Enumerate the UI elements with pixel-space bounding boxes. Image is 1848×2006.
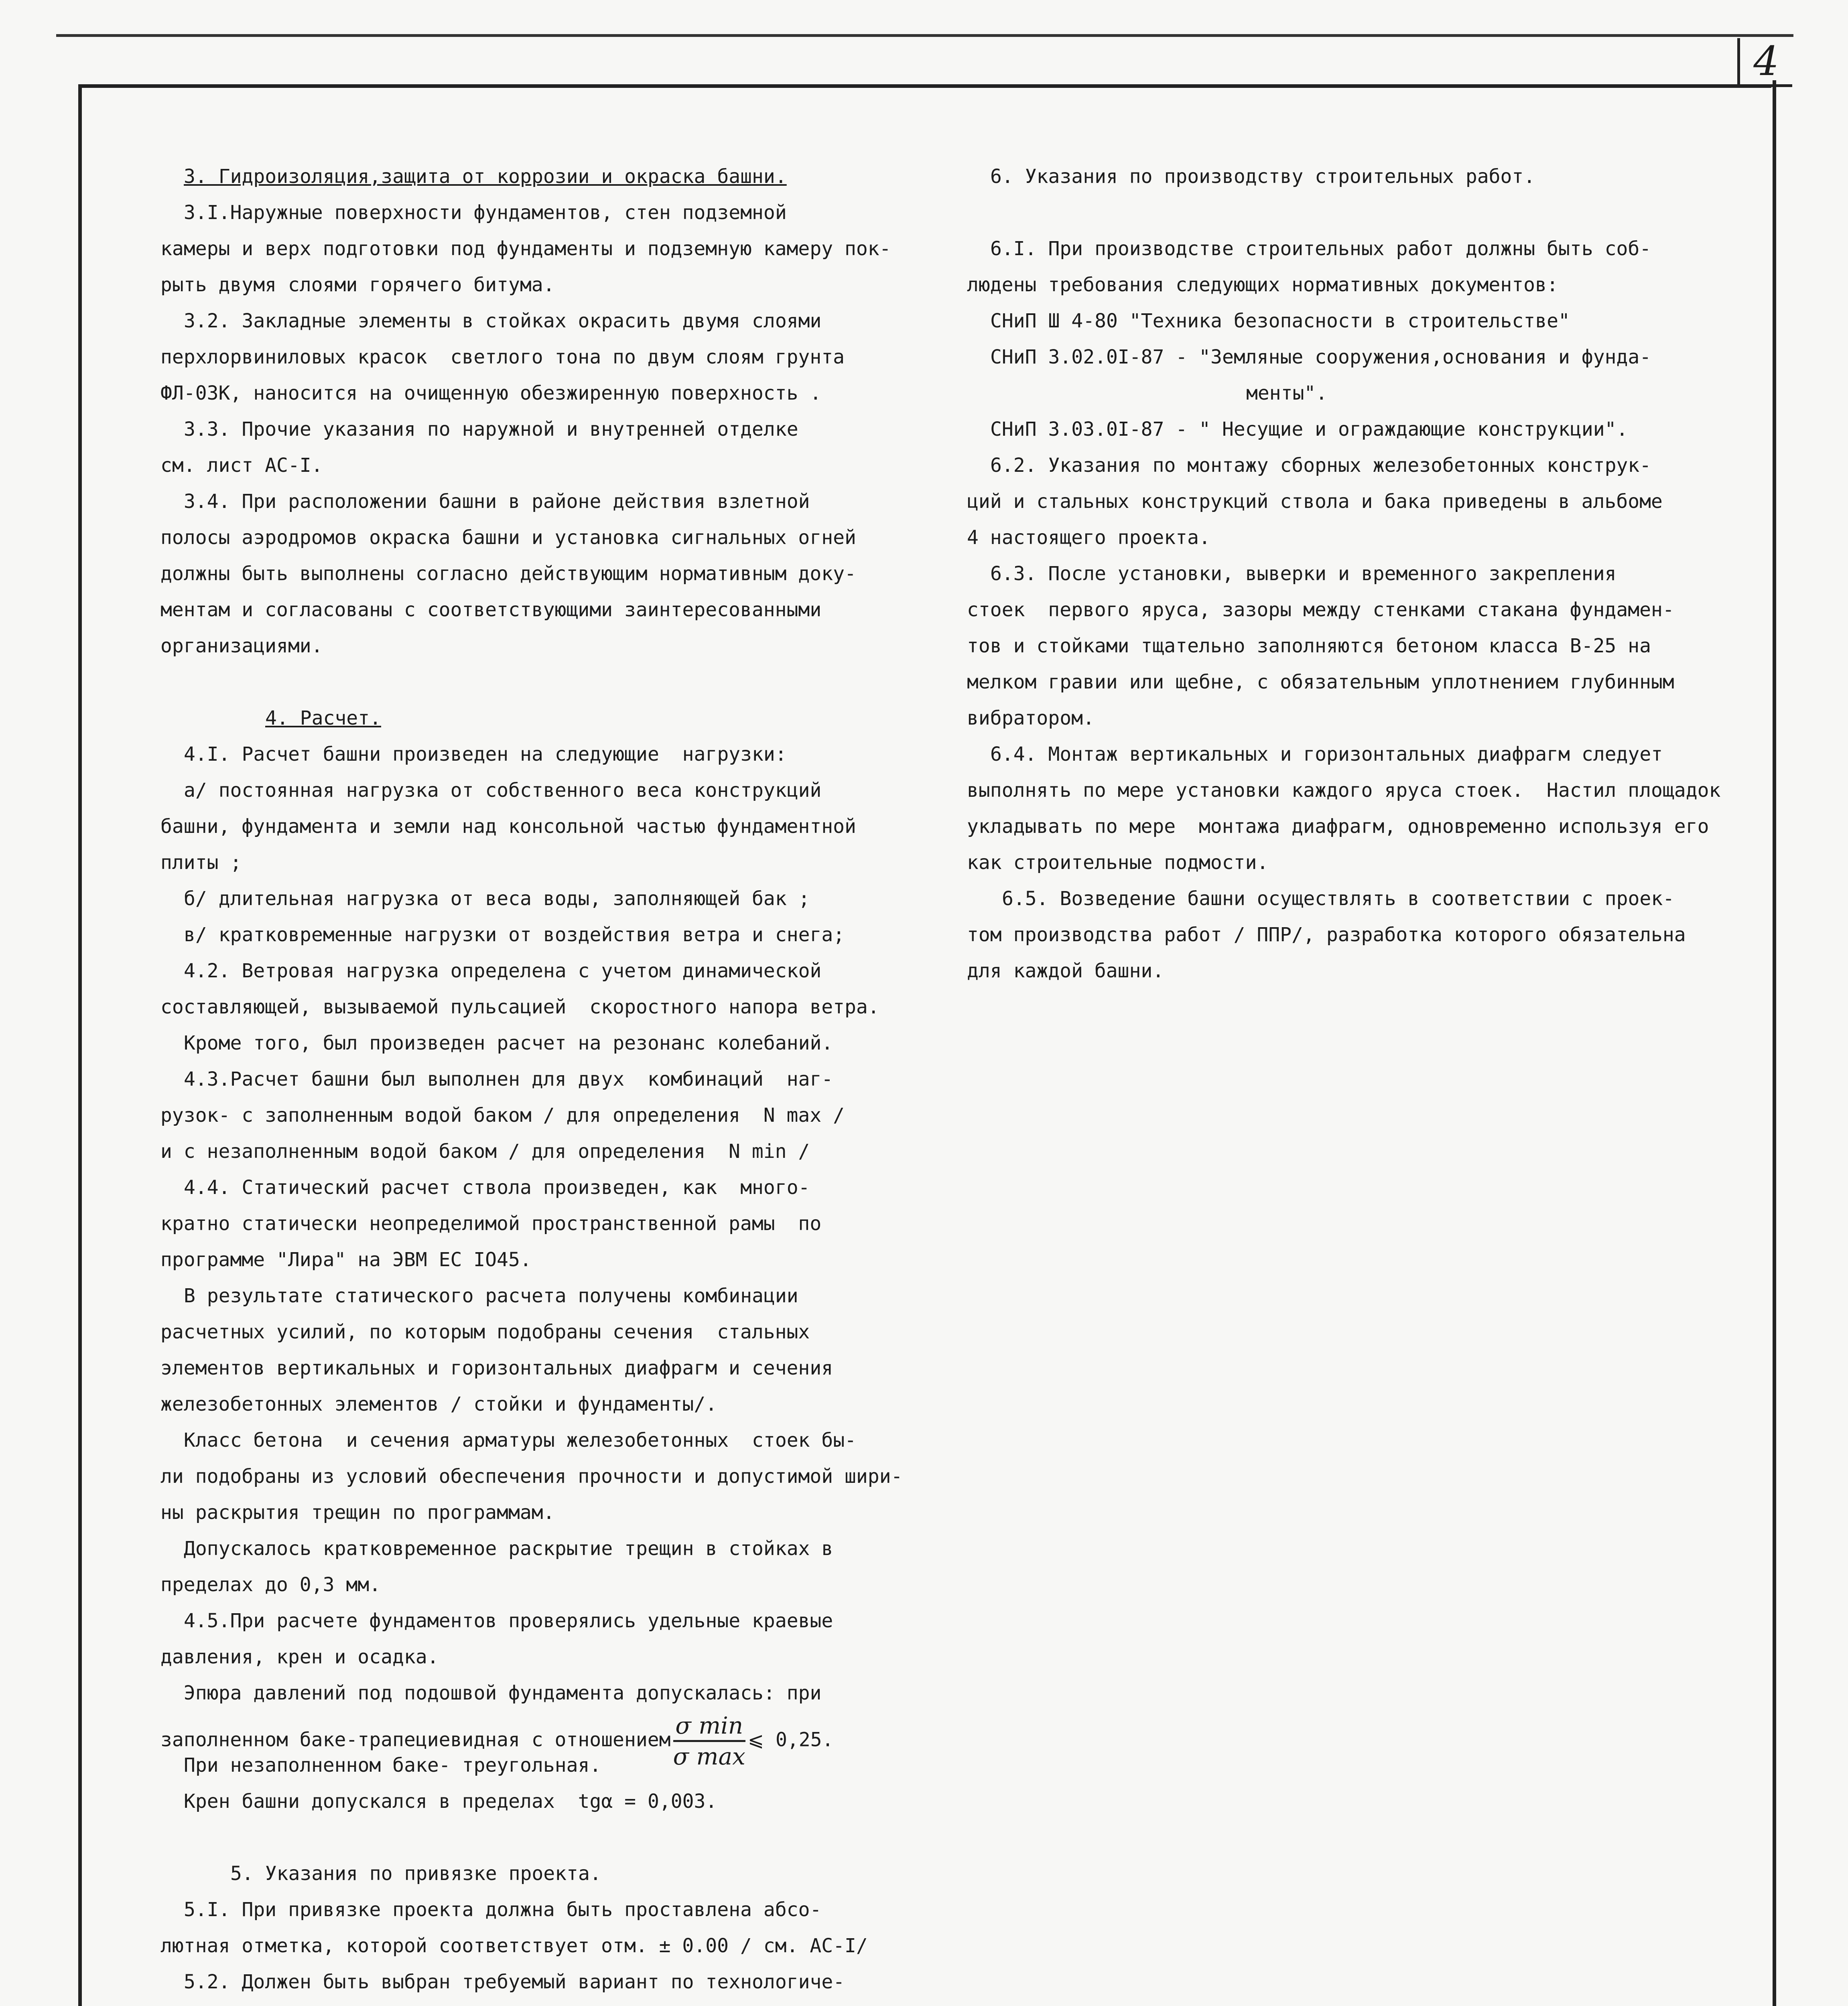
text-line <box>160 1856 923 1892</box>
text-line <box>160 772 923 808</box>
fraction-denominator: σ max <box>673 1743 745 1770</box>
text-line-content: 4.5.При расчете фундаментов проверялись удельные краевые <box>184 1610 833 1632</box>
text-line <box>967 881 1729 917</box>
text-line-content: должны быть выполнены согласно действующим нормативным доку- <box>160 562 856 585</box>
text-line <box>160 1783 923 1819</box>
text-line-content: укладывать по мере монтажа диафрагм, одновременно используя его <box>967 815 1709 838</box>
text-line <box>967 592 1729 628</box>
text-line <box>160 520 923 556</box>
text-line-content: 6.3. После установки, выверки и временного закрепления <box>990 562 1616 585</box>
text-line <box>967 664 1729 700</box>
text-line <box>160 1458 923 1494</box>
text-line-content: 5.I. При привязке проекта должна быть проставлена абсо- <box>184 1898 822 1921</box>
text-line-content: 3.I.Наружные поверхности фундаментов, стен подземной <box>184 201 787 224</box>
text-line-content: расчетных усилий, по которым подобраны сечения стальных <box>160 1321 810 1343</box>
text-line-content: 4 настоящего проекта. <box>967 526 1210 549</box>
text-line-content: кратно статически неопределимой пространственной рамы по <box>160 1212 822 1235</box>
text-line <box>160 1278 923 1314</box>
text-line-content: 4.I. Расчет башни произведен на следующие нагрузки: <box>184 743 787 765</box>
fraction-tail: ⩽ 0,25. <box>747 1728 834 1751</box>
text-line <box>160 664 923 700</box>
text-line-content: 5.2. Должен быть выбран требуемый вариант по технологиче- <box>184 1971 845 1993</box>
text-line <box>160 1494 923 1531</box>
text-line <box>160 1169 923 1206</box>
text-line <box>160 881 923 917</box>
right-column <box>967 158 1729 989</box>
text-line <box>967 447 1729 483</box>
text-line-content: тов и стойками тщательно заполняются бетоном класса В-25 на <box>967 635 1651 657</box>
text-line <box>967 375 1729 411</box>
text-line <box>160 158 923 195</box>
text-line <box>160 1422 923 1458</box>
text-line <box>160 1639 923 1675</box>
text-line-content: а/ постоянная нагрузка от собственного веса конструкций <box>184 779 822 802</box>
text-line-content: лютная отметка, которой соответствует отм. ± 0.00 / см. АС-I/ <box>160 1935 868 1957</box>
text-line <box>160 953 923 989</box>
text-line-content: том производства работ / ППР/, разработка которого обязательна <box>967 924 1686 946</box>
text-line <box>160 628 923 664</box>
text-line-content: и с незаполненным водой баком / для определения N min / <box>160 1140 810 1163</box>
text-line-content: 6.4. Монтаж вертикальных и горизонтальных диафрагм следует <box>990 743 1663 765</box>
text-line <box>160 1675 923 1711</box>
text-line <box>967 483 1729 520</box>
text-line-content: пределах до 0,3 мм. <box>160 1574 381 1596</box>
text-line <box>967 520 1729 556</box>
text-line-content: камеры и верх подготовки под фундаменты и подземную камеру пок- <box>160 238 891 260</box>
text-line <box>160 1819 923 1856</box>
text-line-content: СНиП 3.02.0I-87 - "Земляные сооружения,основания и фунда- <box>990 346 1651 368</box>
text-line-content: 3.3. Прочие указания по наружной и внутренней отделке <box>184 418 798 441</box>
text-line <box>160 1061 923 1097</box>
text-line-content: плиты ; <box>160 851 242 874</box>
text-line <box>160 1242 923 1278</box>
text-line-content: 3.4. При расположении башни в районе действия взлетной <box>184 490 810 513</box>
text-line-content: ФЛ-03К, наносится на очищенную обезжиренную поверхность . <box>160 382 822 404</box>
text-line-content: ны раскрытия трещин по программам. <box>160 1501 555 1524</box>
text-line <box>160 1928 923 1964</box>
text-line <box>160 447 923 483</box>
text-line <box>967 772 1729 808</box>
text-line <box>967 231 1729 267</box>
text-line <box>160 1531 923 1567</box>
text-line-content: башни, фундамента и земли над консольной частью фундаментной <box>160 815 856 838</box>
text-line-content: ли подобраны из условий обеспечения прочности и допустимой шири- <box>160 1465 903 1488</box>
text-line-content: б/ длительная нагрузка от веса воды, заполняющей бак ; <box>184 887 810 910</box>
text-line-content: полосы аэродромов окраска башни и установка сигнальных огней <box>160 526 856 549</box>
text-line-content: для каждой башни. <box>967 960 1164 982</box>
text-line <box>160 411 923 447</box>
text-line <box>967 845 1729 881</box>
text-line <box>160 917 923 953</box>
text-line-content: перхлорвиниловых красок светлого тона по двум слоям грунта <box>160 346 845 368</box>
text-line-content: вибратором. <box>967 707 1095 729</box>
text-line <box>967 195 1729 231</box>
text-line-content: элементов вертикальных и горизонтальных диафрагм и сечения <box>160 1357 833 1379</box>
page-corner-number: 4 <box>1737 38 1792 87</box>
text-line-content: 5. Указания по привязке проекта. <box>230 1862 601 1885</box>
text-line <box>160 1350 923 1386</box>
text-line <box>160 1097 923 1133</box>
text-line <box>160 231 923 267</box>
text-line <box>967 158 1729 195</box>
text-line <box>967 700 1729 736</box>
text-line <box>160 2000 923 2006</box>
text-line <box>160 989 923 1025</box>
text-line <box>967 556 1729 592</box>
fraction-numerator: σ min <box>673 1711 745 1742</box>
text-line-content: менты". <box>1246 382 1328 404</box>
text-line-content: 4.2. Ветровая нагрузка определена с учетом динамической <box>184 960 822 982</box>
text-line <box>160 736 923 772</box>
text-line <box>160 375 923 411</box>
text-line-content: 4. Расчет. <box>265 707 381 729</box>
text-line-content: стоек первого яруса, зазоры между стенками стакана фундамен- <box>967 599 1674 621</box>
text-line-content: давления, крен и осадка. <box>160 1646 439 1668</box>
text-line <box>160 483 923 520</box>
text-line <box>160 1025 923 1061</box>
text-line-content: мелком гравии или щебне, с обязательным уплотнением глубинным <box>967 671 1674 693</box>
text-line-content: Допускалось кратковременное раскрытие трещин в стойках в <box>184 1537 833 1560</box>
text-line-content: 4.4. Статический расчет ствола произведен, как много- <box>184 1176 810 1199</box>
text-line-content: СНиП Ш 4-80 "Техника безопасности в строительстве" <box>990 310 1570 332</box>
text-line <box>967 953 1729 989</box>
text-line <box>160 1892 923 1928</box>
text-line-content: 6. Указания по производству строительных работ. <box>990 165 1535 188</box>
text-line-content: людены требования следующих нормативных документов: <box>967 274 1558 296</box>
text-line-content: рыть двумя слоями горячего битума. <box>160 274 555 296</box>
text-line <box>967 267 1729 303</box>
text-line-content: Эпюра давлений под подошвой фундамента допускалась: при <box>184 1682 822 1704</box>
text-line-content: 3.2. Закладные элементы в стойках окрасить двумя слоями <box>184 310 822 332</box>
text-line <box>160 267 923 303</box>
text-line <box>160 1567 923 1603</box>
text-line-content: 4.3.Расчет башни был выполнен для двух комбинаций наг- <box>184 1068 833 1090</box>
text-line <box>160 1747 923 1783</box>
sigma-ratio-fraction <box>673 1711 745 1771</box>
text-line-content: составляющей, вызываемой пульсацией скоростного напора ветра. <box>160 996 879 1018</box>
text-line-content: см. лист АС-I. <box>160 454 323 477</box>
text-line-content: программе "Лира" на ЭВМ ЕС IO45. <box>160 1249 532 1271</box>
text-line <box>160 1603 923 1639</box>
text-line-content: заполненном баке-трапециевидная с отношением <box>160 1728 671 1751</box>
text-line <box>160 556 923 592</box>
text-line <box>967 303 1729 339</box>
text-line <box>967 339 1729 375</box>
text-line-content: СНиП 3.03.0I-87 - " Несущие и ограждающие конструкции". <box>990 418 1628 441</box>
text-line <box>967 736 1729 772</box>
text-line <box>160 1314 923 1350</box>
text-line <box>967 917 1729 953</box>
text-line-content: Кроме того, был произведен расчет на резонанс колебаний. <box>184 1032 833 1054</box>
text-line <box>160 1386 923 1422</box>
text-line-content: железобетонных элементов / стойки и фундаменты/. <box>160 1393 717 1415</box>
text-line-content: Класс бетона и сечения арматуры железобетонных стоек бы- <box>184 1429 857 1452</box>
text-line <box>160 592 923 628</box>
text-line-content: 6.I. При производстве строительных работ должны быть соб- <box>990 238 1651 260</box>
text-line <box>160 303 923 339</box>
text-line-content: 3. Гидроизоляция,защита от коррозии и окраска башни. <box>184 165 787 188</box>
text-line-content: как строительные подмости. <box>967 851 1269 874</box>
text-line-content: 6.5. Возведение башни осуществлять в соответствии с проек- <box>1002 887 1675 910</box>
text-line <box>967 411 1729 447</box>
text-line <box>160 1206 923 1242</box>
text-line <box>160 1964 923 2000</box>
text-line <box>160 845 923 881</box>
text-line-content: организациями. <box>160 635 323 657</box>
text-line <box>160 700 923 736</box>
text-line <box>160 1133 923 1169</box>
text-line <box>160 808 923 845</box>
text-line-content: выполнять по мере установки каждого яруса стоек. Настил площадок <box>967 779 1721 802</box>
text-line-content: В результате статического расчета получены комбинации <box>184 1285 798 1307</box>
text-line <box>967 808 1729 845</box>
text-line-content: в/ кратковременные нагрузки от воздействия ветра и снега; <box>184 924 845 946</box>
left-column <box>160 158 923 2006</box>
text-line-content: Крен башни допускался в пределах tgα = 0,003. <box>184 1790 717 1813</box>
text-line-content: ментам и согласованы с соответствующими заинтересованными <box>160 599 822 621</box>
text-line-content: рузок- с заполненным водой баком / для определения N max / <box>160 1104 845 1127</box>
text-line <box>160 195 923 231</box>
text-line-content: 6.2. Указания по монтажу сборных железобетонных конструк- <box>990 454 1651 477</box>
text-line-content: При незаполненном баке- треугольная. <box>184 1754 601 1777</box>
text-line <box>967 628 1729 664</box>
page-frame-right-edge <box>1773 80 1776 2006</box>
top-rule <box>56 34 1793 37</box>
text-line-content: ций и стальных конструкций ствола и бака приведены в альбоме <box>967 490 1663 513</box>
text-line <box>160 339 923 375</box>
